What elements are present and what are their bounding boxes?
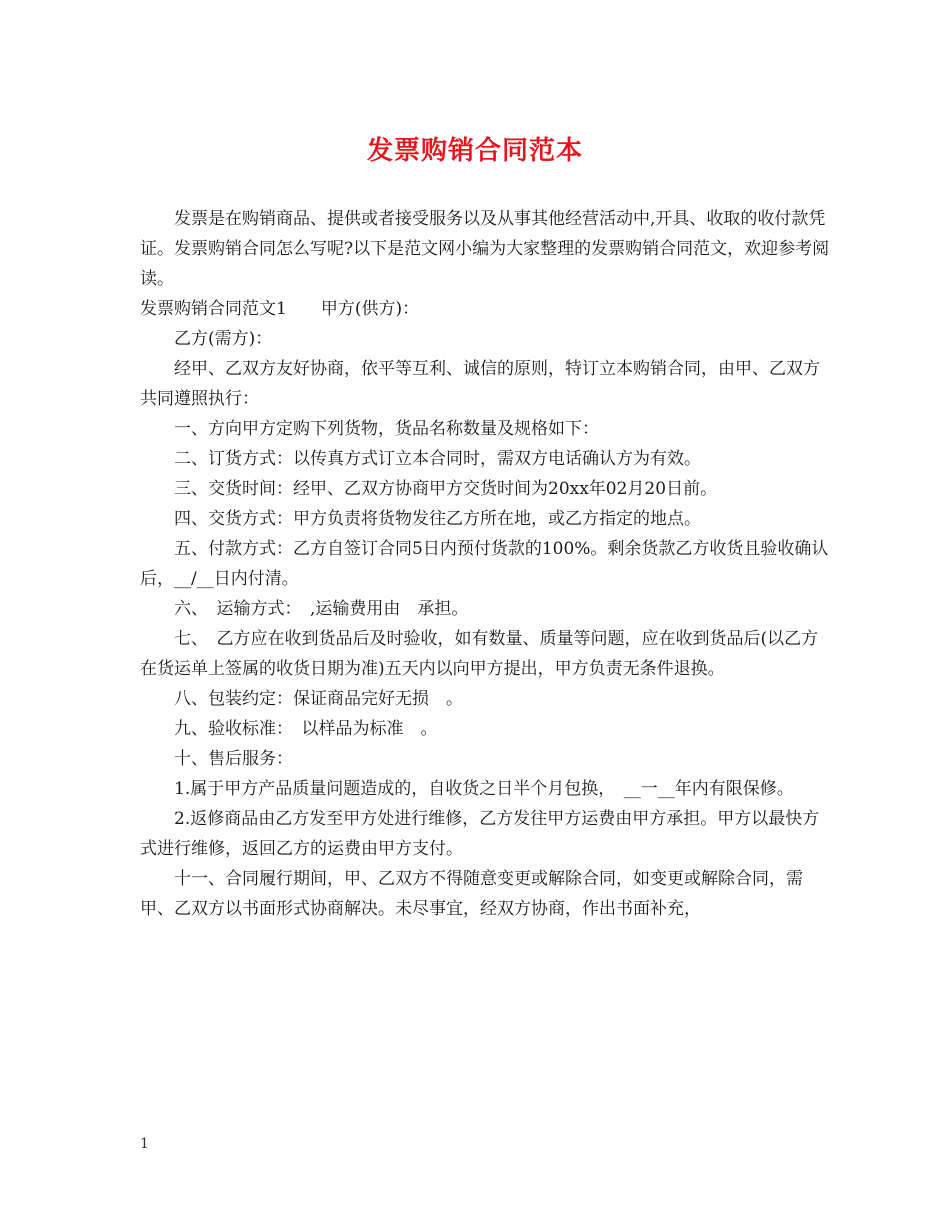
- clause-6: 六、 运输方式： ,运输费用由 承担。: [174, 599, 469, 619]
- clause-9: 九、验收标准： 以样品为标准 。: [174, 719, 438, 739]
- clause-11: 十一、合同履行期间，甲、乙双方不得随意变更或解除合同，如变更或解除合同，需甲、乙双方以书面形式协商解决。未尽事宜，经双方协商，作出书面补充，: [140, 869, 803, 919]
- clause-1: 一、方向甲方定购下列货物，货品名称数量及规格如下：: [174, 419, 599, 439]
- paragraph-preamble: 经甲、乙双方友好协商，依平等互利、诚信的原则，特订立本购销合同，由甲、乙双方共同遵照执行：: [140, 359, 820, 409]
- clause-4: 四、交货方式：甲方负责将货物发往乙方所在地，或乙方指定的地点。: [174, 509, 701, 529]
- paragraph-intro: 发票是在购销商品、提供或者接受服务以及从事其他经营活动中,开具、收取的收付款凭证。发票购销合同怎么写呢?以下是范文网小编为大家整理的发票购销合同范文，欢迎参考阅读。: [140, 209, 830, 289]
- clause-8: 八、包装约定：保证商品完好无损 。: [174, 689, 463, 709]
- clause-10: 十、售后服务：: [174, 749, 293, 769]
- clause-5: 五、付款方式：乙方自签订合同5日内预付货款的100%。剩余货款乙方收货且验收确认后，__/__日内付清。: [140, 539, 829, 589]
- page-number: 1: [140, 1136, 149, 1152]
- paragraph-party-b: 乙方(需方)：: [174, 329, 273, 349]
- clause-2: 二、订货方式：以传真方式订立本合同时，需双方电话确认方为有效。: [174, 449, 701, 469]
- document-title: 发票购销合同范本: [366, 136, 583, 166]
- paragraph-contract-heading: 发票购销合同范文1 甲方(供方)：: [140, 299, 420, 319]
- clause-3: 三、交货时间：经甲、乙双方协商甲方交货时间为20xx年02月20日前。: [174, 479, 718, 499]
- clause-7: 七、 乙方应在收到货品后及时验收，如有数量、质量等问题，应在收到货品后(以乙方在货运单上签属的收货日期为准)五天内以向甲方提出，甲方负责无条件退换。: [140, 629, 819, 679]
- document-body: [140, 204, 830, 924]
- clause-10-item-1: 1.属于甲方产品质量问题造成的，自收货之日半个月包换， __一__年内有限保修。: [174, 779, 794, 799]
- clause-10-item-2: 2.返修商品由乙方发至甲方处进行维修，乙方发往甲方运费由甲方承担。甲方以最快方式进行维修，返回乙方的运费由甲方支付。: [140, 809, 820, 859]
